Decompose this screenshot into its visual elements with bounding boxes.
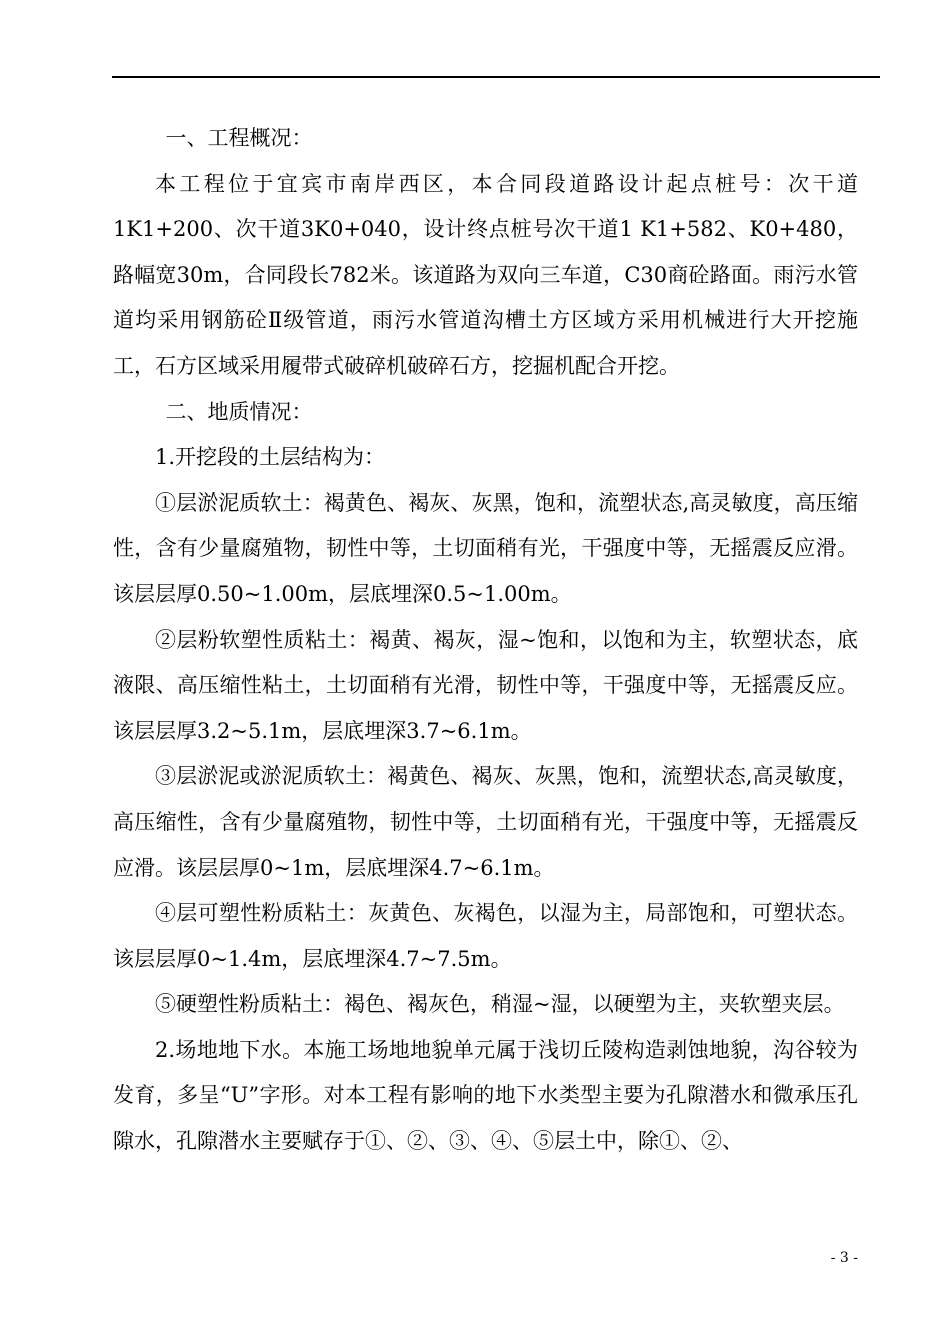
paragraph-soil-structure: 1.开挖段的土层结构为： [155,445,386,470]
paragraph-layer-5: ⑤硬塑性粉质粘土：褐色、褐灰色，稍湿~湿，以硬塑为主，夹软塑夹层。 [155,992,845,1017]
paragraph-layer-2: ②层粉软塑性质粘土：褐黄、褐灰，湿~饱和，以饱和为主，软塑状态，底液限、高压缩性粘土，土切面稍有光滑，韧性中等，干强度中等，无摇震反应。该层层厚3.2~5.1m，层底埋深3.7~6.1m。 [113,627,858,743]
paragraph-overview: 本工程位于宜宾市南岸西区，本合同段道路设计起点桩号：次干道1K1+200、次干道3K0+040，设计终点桩号次干道1 K1+582、K0+480，路幅宽30m，合同段长782米。该道路为双向三车道，C30商砼路面。雨污水管道均采用钢筋砼Ⅱ级管道，雨污水管道沟槽土方区域方采用机械进行大开挖施工，石方区域采用履带式破碎机破碎石方，挖掘机配合开挖。 [113,171,858,378]
section-heading-overview: 一、工程概况： [165,126,313,150]
paragraph-layer-4: ④层可塑性粉质粘土：灰黄色、灰褐色，以湿为主，局部饱和，可塑状态。该层层厚0~1.4m，层底埋深4.7~7.5m。 [113,901,858,971]
page-number: - 3 - [830,1250,858,1266]
section-heading-geology: 二、地质情况： [165,399,313,424]
header-rule [112,76,880,78]
paragraph-layer-3: ③层淤泥或淤泥质软土：褐黄色、褐灰、灰黑，饱和，流塑状态,高灵敏度，高压缩性，含有少量腐殖物，韧性中等，土切面稍有光，干强度中等，无摇震反应滑。该层层厚0~1m，层底埋深4.7~6.1m。 [113,764,858,880]
paragraph-groundwater: 2.场地地下水。本施工场地地貌单元属于浅切丘陵构造剥蚀地貌，沟谷较为发育，多呈“U”字形。对本工程有影响的地下水类型主要为孔隙潜水和微承压孔隙水，孔隙潜水主要赋存于①、②、③、④、⑤层土中，除①、②、 [113,1037,858,1154]
paragraph-layer-1: ①层淤泥质软土：褐黄色、褐灰、灰黑，饱和，流塑状态,高灵敏度，高压缩性，含有少量腐殖物，韧性中等，土切面稍有光，干强度中等，无摇震反应滑。该层层厚0.50~1.00m，层底埋深0.5~1.00m。 [113,490,858,606]
document-body [113,116,858,1165]
